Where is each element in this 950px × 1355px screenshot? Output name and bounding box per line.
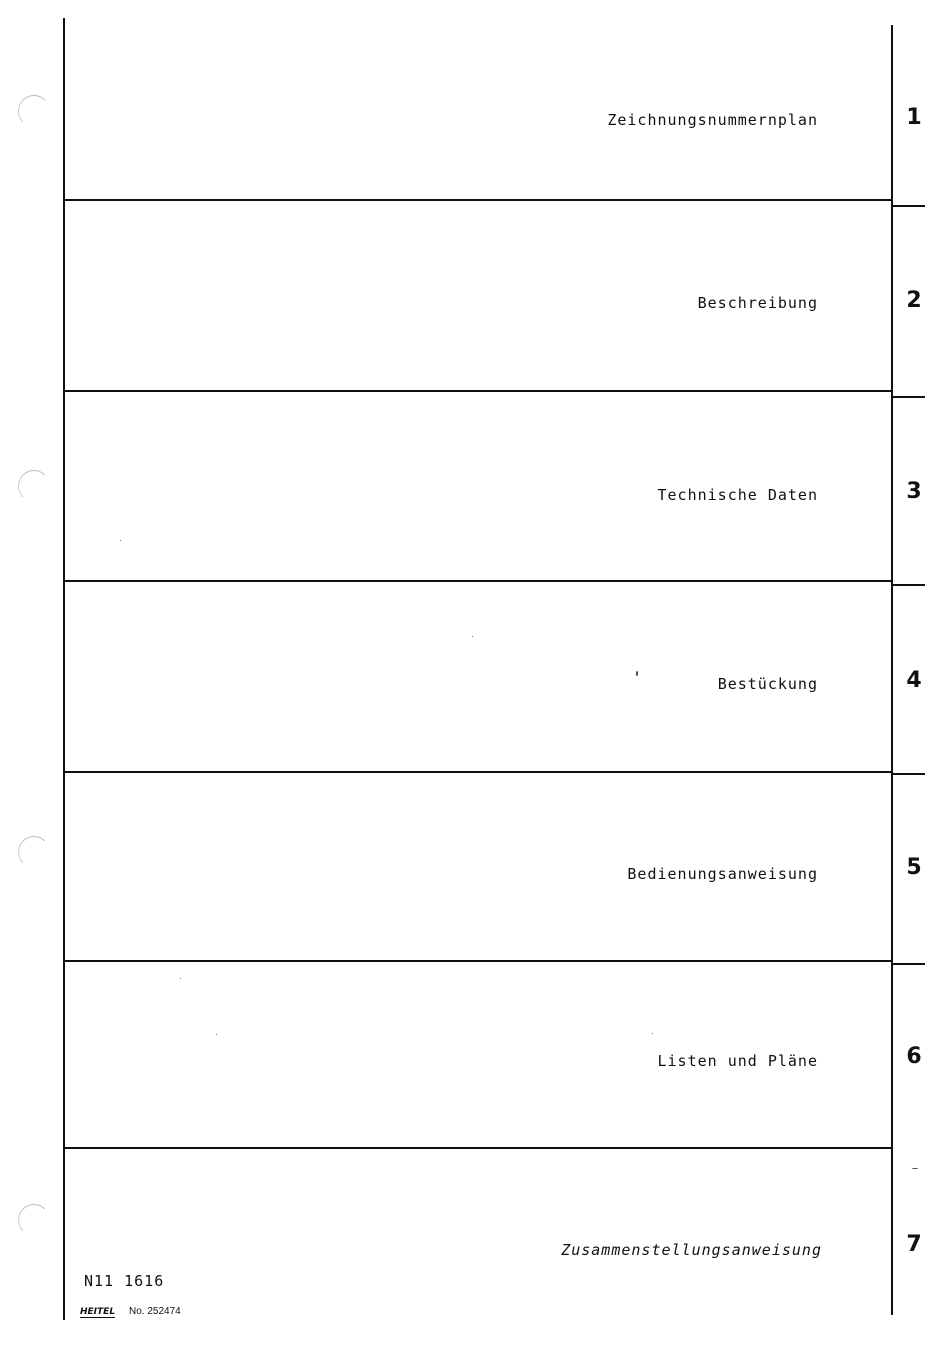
tab-divider [893, 773, 925, 775]
section-divider [64, 580, 893, 582]
punch-hole [18, 1204, 50, 1236]
section-divider [64, 390, 893, 392]
scan-speck [652, 1033, 653, 1034]
section-title-2: Beschreibung [697, 294, 818, 312]
section-title-3: Technische Daten [657, 486, 818, 504]
tab-divider [893, 396, 925, 398]
section-divider [64, 960, 893, 962]
scan-speck [472, 636, 473, 637]
punch-hole [18, 95, 50, 127]
tab-number-6[interactable]: 6 [906, 1044, 922, 1069]
section-title-1: Zeichnungsnummernplan [607, 111, 818, 129]
tab-divider [893, 584, 925, 586]
section-divider [64, 1147, 893, 1149]
tab-number-3[interactable]: 3 [906, 479, 922, 504]
tab-number-1[interactable]: 1 [906, 105, 922, 130]
tab-divider [893, 963, 925, 965]
section-divider [64, 199, 893, 201]
tab-number-5[interactable]: 5 [906, 855, 922, 880]
section-divider [64, 771, 893, 773]
scan-speck [912, 1168, 918, 1169]
section-title-4: Bestückung [717, 675, 818, 693]
scan-speck [216, 1034, 217, 1035]
section-title-7: Zusammenstellungsanweisung [561, 1241, 822, 1259]
scan-speck [120, 540, 121, 541]
tab-number-2[interactable]: 2 [906, 288, 922, 313]
form-number: No. 252474 [129, 1306, 181, 1317]
tab-column-rule [891, 25, 893, 1315]
scan-speck [636, 671, 638, 676]
scan-speck [180, 978, 181, 979]
tab-number-4[interactable]: 4 [906, 668, 922, 693]
left-margin-rule [63, 18, 65, 1320]
section-title-6: Listen und Pläne [657, 1052, 818, 1070]
tab-number-7[interactable]: 7 [906, 1232, 922, 1257]
manufacturer-logo: HEITEL [80, 1307, 116, 1317]
tab-divider [893, 205, 925, 207]
punch-hole [18, 836, 50, 868]
section-title-5: Bedienungsanweisung [627, 865, 818, 883]
punch-hole [18, 470, 50, 502]
document-number: N11 1616 [84, 1272, 165, 1290]
